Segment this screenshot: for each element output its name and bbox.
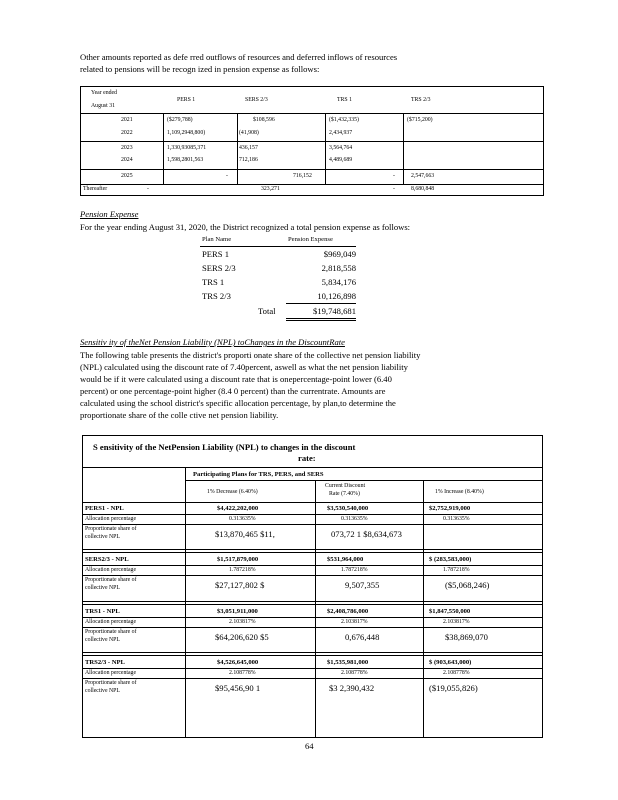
block-alloc-decrease: 2.103817%	[229, 619, 256, 625]
sensitivity-line-5: calculated using the school district's specific allocation percentage, by plan,to determine the	[80, 398, 396, 408]
expense-plan: SERS 2/3	[202, 263, 236, 273]
row-trs1: 4,489,689	[329, 157, 353, 163]
block-alloc-decrease: 1.787218%	[229, 567, 256, 573]
page-number: 64	[305, 741, 314, 751]
header-sers: SERS 2/3	[245, 97, 268, 103]
block-alloc-current: 0.313635%	[341, 516, 368, 522]
block-npl-current: $2,408,786,000	[327, 608, 369, 615]
row-thereafter-label: Thereafter	[83, 186, 108, 192]
npl-table-title: S ensitivity of the NetPension Liability (NPL) to changes in the discount	[93, 442, 356, 452]
block-alloc-current: 2.108778%	[341, 670, 368, 676]
sensitivity-heading: Sensitiv ity of theNet Pension Liability (NPL) toChanges in the DiscountRate	[80, 337, 345, 347]
intro-line-2: related to pensions will be recogn ized in pension expense as follows:	[80, 64, 320, 74]
row-trs1: 2,434,937	[329, 130, 353, 136]
block-alloc-increase: 2.108778%	[443, 670, 470, 676]
block-alloc-increase: 1.787218%	[443, 567, 470, 573]
expense-total-amount: $19,748,681	[313, 306, 356, 316]
row-pers1: -	[226, 173, 228, 179]
block-npl-decrease: $4,422,202,000	[217, 505, 259, 512]
block-prop-label: Proportionate share of	[85, 577, 137, 583]
row-pers1: ($279,788)	[167, 117, 193, 123]
expense-col-plan: Plan Name	[202, 236, 232, 243]
expense-plan: TRS 2/3	[202, 291, 231, 301]
block-prop-label: Proportionate share of	[85, 629, 137, 635]
participating-plans: Participating Plans for TRS, PERS, and SERS	[193, 471, 324, 478]
expense-amount: 5,834,176	[321, 277, 356, 287]
sensitivity-line-6: proportionate share of the colle ctive net pension liability.	[80, 410, 279, 420]
block-prop-label: Proportionate share of	[85, 526, 137, 532]
header-trs1: TRS 1	[337, 97, 352, 103]
block-prop-label: Proportionate share of	[85, 680, 137, 686]
pension-expense-sentence: For the year ending August 31, 2020, the District recognized a total pension expense as follows:	[80, 222, 411, 232]
pension-expense-heading: Pension Expense	[80, 209, 139, 219]
row-thereafter-trs23: 8,680,848	[411, 186, 435, 192]
header-year-top: Year ended	[91, 90, 117, 96]
row-year: 2023	[121, 145, 133, 151]
row-thereafter-pers1: -	[147, 186, 149, 192]
block-npl-current: $531,964,000	[327, 556, 364, 563]
row-trs1: 3,564,764	[329, 145, 353, 151]
intro-line-1: Other amounts reported as defe rred outflows of resources and deferred inflows of resources	[80, 52, 398, 62]
block-alloc-current: 2.103817%	[341, 619, 368, 625]
block-npl-increase: $1,847,550,000	[429, 608, 471, 615]
block-npl-decrease: $1,517,879,000	[217, 556, 259, 563]
row-sers: 716,152	[293, 173, 312, 179]
row-pers1: 1,109,2948,800)	[167, 130, 206, 136]
block-prop-increase: ($19,055,826)	[429, 683, 478, 693]
block-alloc-label: Allocation percentage	[85, 516, 137, 522]
block-alloc-decrease: 0.313635%	[229, 516, 256, 522]
block-npl-decrease: $4,526,645,000	[217, 659, 259, 666]
deferred-amortization-table	[80, 86, 544, 196]
block-prop-increase: ($5,068,246)	[445, 580, 490, 590]
npl-sensitivity-table	[82, 435, 543, 738]
block-alloc-decrease: 2.108778%	[229, 670, 256, 676]
block-npl-decrease: $3,051,911,000	[217, 608, 258, 615]
block-prop-decrease: $13,870,465 $11,	[215, 529, 275, 539]
row-pers1: 1,598,2801,563	[167, 157, 204, 163]
sensitivity-line-2: (NPL) calculated using the discount rate of 7.40percent, aswell as what the net pension liability	[80, 362, 408, 372]
col-increase: 1% Increase (8.40%)	[435, 489, 484, 495]
row-trs1: ($1,432,335)	[329, 117, 359, 123]
row-sers: (41,908)	[239, 130, 259, 136]
block-prop-decrease: $64,206,620 $5	[215, 632, 269, 642]
expense-col-amount: Pension Expense	[288, 236, 333, 243]
block-name: TRS2/3 - NPL	[85, 659, 125, 666]
row-trs23: ($715,200)	[407, 117, 433, 123]
expense-plan: TRS 1	[202, 277, 225, 287]
expense-amount: 2,818,558	[321, 263, 356, 273]
block-name: PERS1 - NPL	[85, 505, 124, 512]
col-current-b: Rate (7.40%)	[329, 491, 360, 497]
expense-plan: PERS 1	[202, 249, 229, 259]
block-npl-increase: $ (283,583,000)	[429, 556, 472, 563]
row-year: 2021	[121, 117, 133, 123]
sensitivity-line-4: percent) or one percentage-point higher (8.4 0 percent) than the currentrate. Amounts are	[80, 386, 386, 396]
header-trs23: TRS 2/3	[411, 97, 431, 103]
block-npl-current: $1,535,981,000	[327, 659, 369, 666]
expense-total-label: Total	[258, 306, 276, 316]
row-year: 2024	[121, 157, 133, 163]
block-prop-label: collective NPL	[85, 585, 120, 591]
block-prop-label: collective NPL	[85, 637, 120, 643]
row-year: 2025	[121, 173, 133, 179]
row-pers1: 1,330,93085,371	[167, 145, 207, 151]
block-alloc-label: Allocation percentage	[85, 619, 137, 625]
block-name: TRS1 - NPL	[85, 608, 120, 615]
block-npl-current: $3,530,540,000	[327, 505, 369, 512]
expense-amount: $969,049	[323, 249, 356, 259]
block-prop-decrease: $95,456,90 1	[215, 683, 261, 693]
block-alloc-increase: 0.313635%	[443, 516, 470, 522]
block-alloc-current: 1.787218%	[341, 567, 368, 573]
block-npl-increase: $ (903,643,000)	[429, 659, 472, 666]
block-alloc-label: Allocation percentage	[85, 567, 137, 573]
block-npl-increase: $2,752,919,000	[429, 505, 471, 512]
block-prop-label: collective NPL	[85, 534, 120, 540]
col-current-a: Current Discount	[325, 483, 366, 489]
block-prop-current: 0,676,448	[345, 632, 380, 642]
header-pers1: PERS 1	[177, 97, 196, 103]
block-alloc-label: Allocation percentage	[85, 670, 137, 676]
block-prop-current: 9,507,355	[345, 580, 380, 590]
header-year-bottom: August 31	[91, 103, 115, 109]
row-trs1: -	[393, 173, 395, 179]
npl-table-title-rate: rate:	[298, 453, 316, 463]
block-prop-increase: $38,869,070	[445, 632, 488, 642]
row-thereafter-trs1: -	[393, 186, 395, 192]
row-year: 2022	[121, 130, 133, 136]
block-prop-decrease: $27,127,802 $	[215, 580, 265, 590]
row-thereafter-sers: 323,271	[261, 186, 280, 192]
expense-amount: 10,126,898	[317, 291, 356, 301]
row-sers: 436,157	[239, 145, 258, 151]
sensitivity-line-3: would be if it were calculated using a discount rate that is onepercentage-point lower (6.40	[80, 374, 392, 384]
row-trs23: 2,547,663	[411, 173, 435, 179]
row-sers: $108,596	[253, 117, 275, 123]
sensitivity-line-1: The following table presents the district's proporti onate share of the collective net pension liability	[80, 350, 421, 360]
block-alloc-increase: 2.103817%	[443, 619, 470, 625]
row-sers: 712,186	[239, 157, 258, 163]
block-prop-current: $3 2,390,432	[329, 683, 375, 693]
block-prop-current: 073,72 1 $8,634,673	[331, 529, 402, 539]
block-name: SERS2/3 - NPL	[85, 556, 129, 563]
col-decrease: 1% Decrease (6.40%)	[207, 489, 258, 495]
block-prop-label: collective NPL	[85, 688, 120, 694]
